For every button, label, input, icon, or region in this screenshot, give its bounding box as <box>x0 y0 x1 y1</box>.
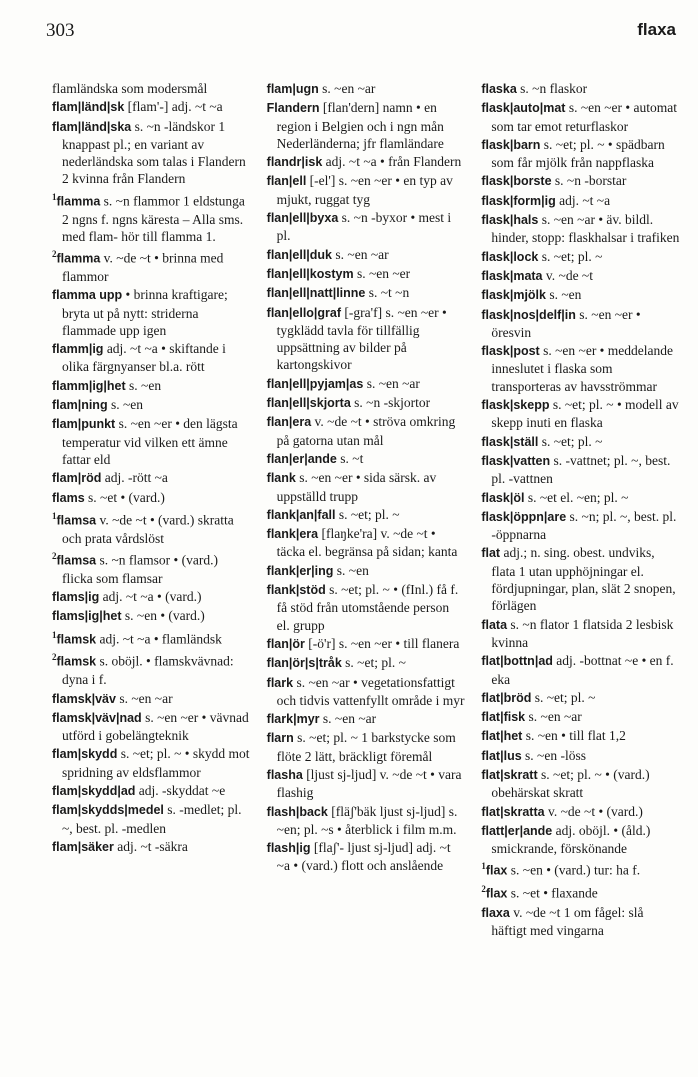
definition: [flam'-] adj. ~t ~a <box>127 99 223 115</box>
definition: s. ~et; pl. ~ • spädbarn som får mjölk från nappflaska <box>491 136 665 171</box>
definition: s. ~et; pl. ~ • (vard.) obehärskat skratt <box>491 766 650 801</box>
definition: s. ~en ~ar • vegetationsfattigt och tidvis vattenfyllt område i myr <box>276 674 465 708</box>
homonym-number: 2 <box>52 652 57 663</box>
definition: v. ~de ~t 1 om fågel: slå häftigt med vingarna <box>491 905 644 939</box>
dictionary-entry <box>267 99 466 152</box>
dictionary-entry <box>52 286 251 339</box>
definition: [-el'] s. ~en ~er • en typ av mjukt, ruggat tyg <box>276 173 453 207</box>
headword: flam|länd|ska <box>52 119 132 134</box>
headword: flan|era <box>266 415 312 430</box>
definition: s. ~en ~ar <box>366 375 420 391</box>
definition: [flaŋke'ra] v. ~de ~t • täcka el. begränsa på sidan; kanta <box>276 526 458 560</box>
headword: flaska <box>481 82 517 96</box>
definition: [flaʃ'- ljust sj-ljud] adj. ~t ~a • (vard.) flott och anslående <box>276 840 451 874</box>
dictionary-entry <box>267 246 466 264</box>
definition: s. ~en <box>336 562 369 578</box>
definition: s. ~n flaskor <box>520 81 588 96</box>
dictionary-entry <box>481 192 680 210</box>
dictionary-entry <box>481 306 680 342</box>
dictionary-entry <box>52 246 251 285</box>
dictionary-entry <box>52 745 251 781</box>
headword: flam|skydds|medel <box>52 803 164 818</box>
headword: flan|ör <box>266 636 305 651</box>
headword: flask|ställ <box>481 434 539 449</box>
definition: adj. -rött ~a <box>104 470 168 486</box>
dictionary-entry <box>481 881 680 903</box>
dictionary-entry <box>52 98 251 116</box>
headword: flam|röd <box>52 471 102 486</box>
headword: flams|ig <box>52 590 100 605</box>
headword: flam|ugn <box>266 82 319 96</box>
headword: flat|bottn|ad <box>481 654 553 669</box>
definition: s. ~et; pl. ~ <box>345 655 406 671</box>
headword: flank|an|fall <box>266 507 336 522</box>
headword: flasha <box>266 767 303 782</box>
headword: flan|ell|natt|linne <box>266 286 366 301</box>
headword: flam|säker <box>52 839 114 854</box>
dictionary-entry <box>481 396 680 432</box>
dictionary-entry <box>481 267 680 285</box>
definition: s. ~en ~ar <box>335 246 389 262</box>
definition: s. ~en ~er • öresvin <box>491 306 641 340</box>
dictionary-entry <box>481 286 680 304</box>
dictionary-entry <box>52 838 251 856</box>
dictionary-entry <box>52 189 251 245</box>
headword: flask|lock <box>481 249 539 264</box>
headword: flan|er|ande <box>266 451 337 466</box>
definition: [flan'dern] namn • en region i Belgien och i ngn mån Nederländerna; jfr flamländare <box>276 100 444 151</box>
definition: s. ~et; pl. ~ • skydd mot spridning av eldsflammor <box>62 746 250 780</box>
definition: s. ~et • (vard.) <box>88 489 165 505</box>
dictionary-entry <box>267 581 466 634</box>
definition: s. ~et; pl. ~ <box>541 248 603 264</box>
definition: adj. oböjl. • (åld.) smickrande, förskönande <box>491 822 651 857</box>
headword: flam|skydd <box>52 747 118 762</box>
definition: s. ~et; pl. ~ • modell av skepp inuti en flaska <box>491 397 679 431</box>
dictionary-entry <box>52 415 251 468</box>
dictionary-entry <box>267 80 466 98</box>
definition: s. ~en ~er • meddelande inneslutet i flaska som transporteras av havsströmmar <box>491 343 674 394</box>
dictionary-entry <box>481 803 680 821</box>
dictionary-entry <box>52 489 251 507</box>
column-2 <box>267 80 466 941</box>
dictionary-entry <box>267 839 466 875</box>
headword: flarn <box>266 731 294 746</box>
definition: s. ~t ~n <box>368 285 410 301</box>
homonym-number: 2 <box>52 550 57 561</box>
headword: flam|ning <box>52 398 108 413</box>
dictionary-entry <box>267 284 466 302</box>
dictionary-entry <box>267 172 466 208</box>
homonym-number: 1 <box>52 191 57 202</box>
headword: flamma upp <box>52 288 123 303</box>
guide-word: flaxa <box>637 20 676 39</box>
dictionary-entry <box>481 172 680 190</box>
dictionary-entry <box>52 396 251 414</box>
definition: adj. ~t ~a • skiftande i olika färgnyanser bl.a. rött <box>62 341 226 375</box>
headword: flask|borste <box>481 174 552 189</box>
definition: s. ~en ~er • den lägsta temperatur vid vilken ett ämne fattar eld <box>62 416 238 467</box>
definition: s. ~en ~ar <box>528 709 582 725</box>
headword: flat|het <box>481 729 523 744</box>
dictionary-entry <box>481 211 680 247</box>
dictionary-entry <box>481 822 680 858</box>
definition: s. ~en -löss <box>525 747 586 763</box>
dictionary-entry <box>267 654 466 672</box>
definition: adj. ~t ~a <box>559 192 611 208</box>
headword: flaxa <box>481 906 510 921</box>
definition: s. ~en ~ar <box>322 81 376 96</box>
headword: flank|er|ing <box>266 563 334 578</box>
dictionary-entry <box>267 766 466 802</box>
definition: v. ~de ~t • (vard.) <box>547 803 643 819</box>
dictionary-entry <box>52 627 251 649</box>
definition: s. ~en ~er • automat som tar emot returflaskor <box>491 100 678 134</box>
homonym-number: 2 <box>52 249 57 260</box>
dictionary-columns <box>52 80 680 941</box>
dictionary-entry <box>481 904 680 940</box>
definition: v. ~de ~t • ströva omkring på gatorna utan mål <box>276 414 456 448</box>
headword: flark|myr <box>266 712 320 727</box>
headword: flank <box>266 471 296 486</box>
dictionary-entry <box>267 265 466 283</box>
dictionary-entry <box>52 118 251 188</box>
dictionary-entry <box>267 450 466 468</box>
dictionary-entry <box>267 153 466 171</box>
headword: flan|ell|kostym <box>266 266 354 281</box>
headword: flan|ell|pyjam|as <box>266 376 364 391</box>
headword: flan|ör|s|tråk <box>266 656 342 671</box>
definition: s. ~n -skjortor <box>354 395 431 411</box>
headword: flax <box>485 886 508 901</box>
dictionary-entry <box>481 544 680 614</box>
dictionary-entry <box>481 689 680 707</box>
definition: [-gra'f] s. ~en ~er • tygklädd tavla för tillfällig uppsättning av bilder på kartongskivor <box>276 304 447 373</box>
definition: adj. -skyddat ~e <box>138 782 226 798</box>
dictionary-entry <box>481 248 680 266</box>
definition: [ljust sj-ljud] v. ~de ~t • vara flashig <box>276 766 462 801</box>
headword: flamma <box>56 194 101 209</box>
headword: flask|öl <box>481 490 525 505</box>
definition: s. ~n; pl. ~, best. pl. -öppnarna <box>491 508 677 543</box>
definition: s. ~et; pl. ~ <box>338 506 400 522</box>
dictionary-entry <box>267 525 466 561</box>
definition: s. ~n -borstar <box>554 173 627 189</box>
headword: flam|punkt <box>52 417 116 432</box>
headword: flask|mata <box>481 268 543 283</box>
dictionary-entry <box>481 342 680 395</box>
dictionary-entry <box>52 782 251 800</box>
dictionary-entry <box>481 489 680 507</box>
headword: flash|ig <box>266 841 311 856</box>
definition: s. ~et; pl. ~ 1 barkstycke som flöte 2 lätt, bräckligt föremål <box>276 730 456 764</box>
headword: flank|era <box>266 527 319 542</box>
headword: flask|form|ig <box>481 193 556 208</box>
definition: flamländska som modersmål <box>52 81 208 96</box>
dictionary-entry <box>267 635 466 653</box>
headword: flan|ell|skjorta <box>266 396 351 411</box>
definition: s. ~en <box>129 377 162 393</box>
headword: flat|lus <box>481 748 522 763</box>
dictionary-entry <box>267 304 466 374</box>
definition: s. ~en <box>110 397 144 413</box>
dictionary-entry <box>481 136 680 172</box>
dictionary-entry <box>481 452 680 488</box>
dictionary-entry <box>52 709 251 745</box>
dictionary-entry <box>52 607 251 625</box>
definition: [-ö'r] s. ~en ~er • till flanera <box>308 635 460 651</box>
headword: flask|post <box>481 344 540 359</box>
definition: s. ~t <box>340 450 364 466</box>
headword: flamsk <box>56 654 97 669</box>
definition: adj.; n. sing. obest. undviks, flata 1 utan upphöjningar el. fördjupningar, plan, slät 2 snopen, förlägen <box>491 545 676 614</box>
definition: s. ~et el. ~en; pl. ~ <box>527 489 629 505</box>
headword: flamsa <box>56 513 97 528</box>
headword: flat <box>481 546 501 561</box>
headword: flark <box>266 675 294 690</box>
dictionary-entry <box>481 727 680 745</box>
dictionary-entry <box>481 858 680 880</box>
definition: s. ~n flamsor • (vard.) flicka som flamsar <box>62 552 218 586</box>
dictionary-entry <box>267 729 466 765</box>
definition: v. ~de ~t • (vard.) skratta och prata vårdslöst <box>62 512 234 546</box>
headword: flamma <box>56 251 101 266</box>
definition: v. ~de ~t • brinna med flammor <box>62 250 224 284</box>
definition: adj. ~t ~a • (vard.) <box>102 589 202 605</box>
definition: v. ~de ~t <box>545 267 593 283</box>
definition: s. ~n -byxor • mest i pl. <box>276 210 452 244</box>
definition: adj. ~t -säkra <box>117 838 188 854</box>
definition: s. ~et; pl. ~ • (fInl.) få f. få stöd från utomstående person el. grupp <box>276 582 459 633</box>
page-number: 303 <box>46 20 75 41</box>
headword: flan|ell|duk <box>266 247 333 262</box>
dictionary-entry <box>481 433 680 451</box>
dictionary-entry <box>481 766 680 802</box>
headword: flamm|ig <box>52 342 104 357</box>
dictionary-entry <box>267 710 466 728</box>
dictionary-entry <box>52 80 251 97</box>
headword: flat|skratta <box>481 804 545 819</box>
definition: s. ~en ~er • sida särsk. av uppställd trupp <box>276 470 437 504</box>
homonym-number: 1 <box>481 861 486 872</box>
headword: flan|ell|byxa <box>266 211 339 226</box>
dictionary-entry <box>52 469 251 487</box>
definition: s. ~en ~er • vävnad utförd i gobelängteknik <box>62 709 249 744</box>
headword: flamsk|väv|nad <box>52 710 142 725</box>
dictionary-entry <box>267 674 466 710</box>
definition: s. oböjl. • flamskvävnad: dyna i f. <box>62 653 234 688</box>
dictionary-entry <box>52 649 251 688</box>
dictionary-entry <box>267 413 466 449</box>
headword: flask|hals <box>481 213 539 228</box>
column-1 <box>52 80 251 941</box>
headword: flask|vatten <box>481 453 551 468</box>
headword: flank|stöd <box>266 583 326 598</box>
definition: s. ~en ~ar <box>322 711 377 727</box>
definition: adj. -bottnat ~e • en f. eka <box>491 653 674 687</box>
definition: s. ~en <box>549 287 582 303</box>
headword: flandr|isk <box>266 155 323 170</box>
definition: s. -medlet; pl. ~, best. pl. -medlen <box>62 802 242 836</box>
headword: flask|auto|mat <box>481 101 566 116</box>
headword: flamm|ig|het <box>52 378 126 393</box>
headword: flamsk|väv <box>52 691 116 706</box>
definition: s. -vattnet; pl. ~, best. pl. -vattnen <box>491 452 671 487</box>
dictionary-entry <box>267 375 466 393</box>
definition: s. ~n flammor 1 eldstunga 2 ngns f. ngns käresta – Alla sms. med flam- hör till flamma 1. <box>62 193 245 244</box>
definition: s. ~en ~ar • äv. bildl. hinder, stopp: flaskhalsar i trafiken <box>491 212 680 246</box>
dictionary-entry <box>267 506 466 524</box>
homonym-number: 1 <box>52 629 57 640</box>
dictionary-entry <box>52 690 251 708</box>
dictionary-entry <box>52 340 251 376</box>
headword: flam|länd|sk <box>52 100 125 115</box>
definition: s. ~et; pl. ~ <box>534 689 596 705</box>
dictionary-entry <box>267 469 466 505</box>
dictionary-entry <box>267 209 466 245</box>
definition: s. ~et; pl. ~ <box>541 433 603 449</box>
dictionary-entry <box>52 508 251 547</box>
headword: flax <box>485 863 508 878</box>
headword: flask|barn <box>481 137 541 152</box>
headword: flamsa <box>56 553 97 568</box>
headword: flamsk <box>56 632 97 647</box>
column-3 <box>481 80 680 941</box>
headword: flams <box>52 490 85 505</box>
dictionary-entry <box>267 803 466 839</box>
headword: flask|mjölk <box>481 288 546 303</box>
headword: flask|öppn|are <box>481 509 567 524</box>
headword: flatt|er|ande <box>481 823 553 838</box>
definition: [fläʃ'bäk ljust sj-ljud] s. ~en; pl. ~s • återblick i film m.m. <box>276 803 458 837</box>
dictionary-entry <box>52 801 251 837</box>
headword: flash|back <box>266 804 328 819</box>
headword: flat|bröd <box>481 690 532 705</box>
definition: s. ~en • till flat 1,2 <box>525 728 626 744</box>
dictionary-entry <box>481 99 680 135</box>
dictionary-entry <box>481 652 680 688</box>
dictionary-entry <box>52 377 251 395</box>
definition: • brinna kraftigare; bryta ut på nytt: striderna flammade upp igen <box>62 287 228 338</box>
definition: adj. ~t ~a • flamländsk <box>99 631 222 647</box>
definition: s. ~et • flaxande <box>510 885 598 901</box>
headword: Flandern <box>266 101 320 116</box>
definition: s. ~n -ländskor 1 knappast pl.; en variant av nederländska som talas i Flandern 2 kvinna från Flandern <box>62 118 246 187</box>
dictionary-entry <box>267 562 466 580</box>
definition: adj. ~t ~a • från Flandern <box>325 154 462 170</box>
headword: flat|fisk <box>481 710 526 725</box>
dictionary-entry <box>52 588 251 606</box>
homonym-number: 1 <box>52 510 57 521</box>
headword: flams|ig|het <box>52 609 122 624</box>
homonym-number: 2 <box>481 884 486 895</box>
headword: flask|skepp <box>481 398 550 413</box>
headword: flan|ello|graf <box>266 305 342 320</box>
dictionary-entry <box>481 80 680 98</box>
dictionary-entry <box>52 548 251 587</box>
definition: s. ~n flator 1 flatsida 2 lesbisk kvinna <box>491 616 674 650</box>
headword: flan|ell <box>266 174 307 189</box>
dictionary-entry <box>481 616 680 652</box>
headword: flask|nos|delf|in <box>481 307 576 322</box>
headword: flat|skratt <box>481 767 538 782</box>
dictionary-entry <box>481 747 680 765</box>
headword: flam|skydd|ad <box>52 783 136 798</box>
headword: flata <box>481 617 508 632</box>
dictionary-entry <box>481 508 680 544</box>
definition: s. ~en • (vard.) <box>124 608 205 624</box>
definition: s. ~en ~er <box>356 265 411 281</box>
dictionary-entry <box>267 394 466 412</box>
definition: s. ~en ~ar <box>119 690 173 706</box>
dictionary-entry <box>481 708 680 726</box>
definition: s. ~en • (vard.) tur: ha f. <box>510 862 641 878</box>
